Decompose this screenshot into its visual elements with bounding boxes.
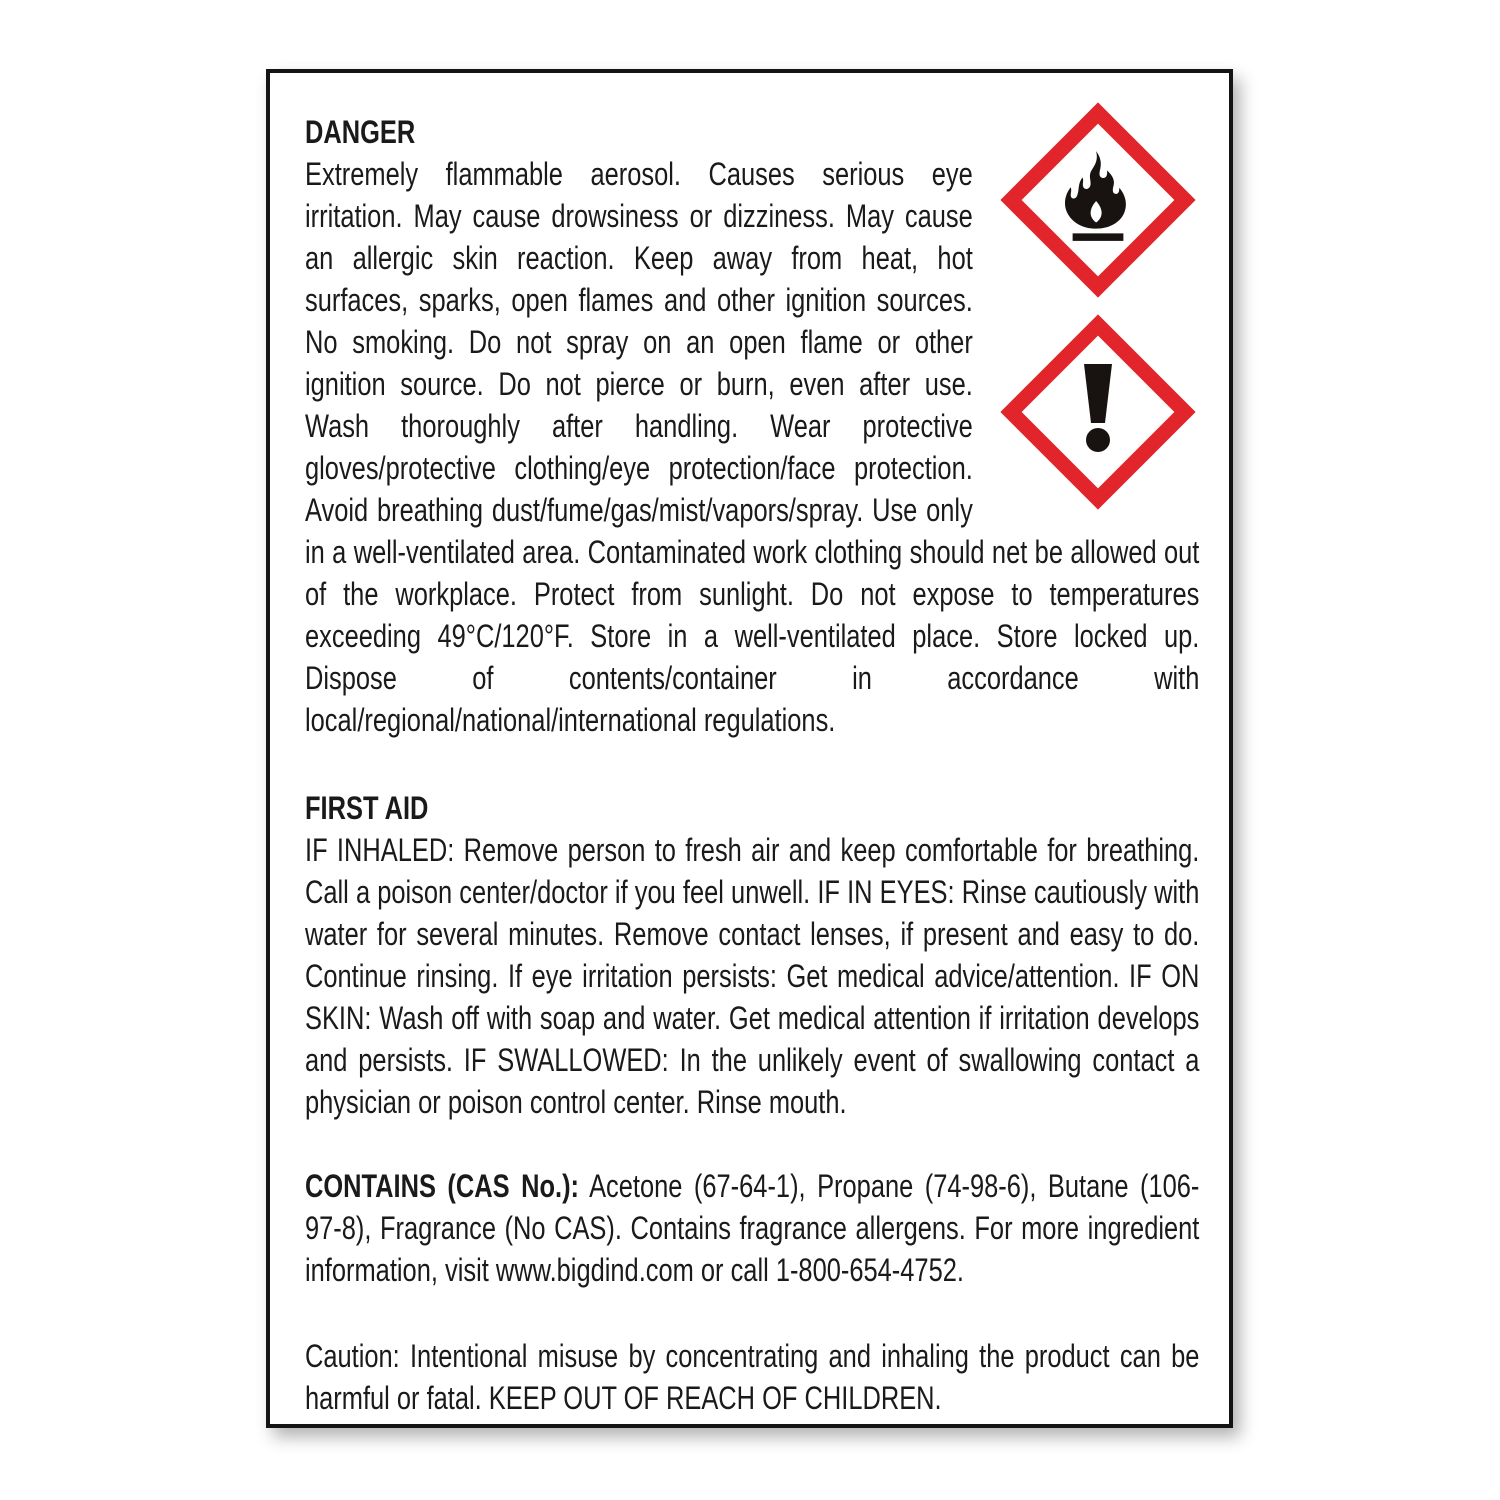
first-aid-heading: FIRST AID [305,790,429,826]
hazard-warning-label [266,69,1233,1428]
first-aid-body-text: IF INHALED: Remove person to fresh air and keep comfortable for breathing. Call a poison center/doctor if you feel unwell. IF IN EYES: Rinse cautiously with water for several minutes. Remove contact lenses, if present and easy to do. Continue rinsing. If eye irritation persists: Get medical advice/attention. IF ON SKIN: Wash off with soap and water. Get medical attention if irritation develops and persists. IF SWALLOWED: In the unlikely event of swallowing contact a physician or poison control center. Rinse mouth. [305,832,1200,1120]
danger-body-text: Extremely flammable aerosol. Causes serious eye irritation. May cause drowsiness or dizziness. May cause an allergic skin reaction. Keep away from heat, hot surfaces, sparks, open flames and other ignition sources. No smoking. Do not spray on an open flame or other ignition source. Do not pierce or burn, even after use. Wash thoroughly after handling. Wear protective gloves/protective clothing/eye protection/face protection. Avoid breathing dust/fume/gas/mist/vapors/spray. Use only in a well-ventilated area. Contaminated work clothing should net be allowed out of the workplace. Protect from sunlight. Do not expose to temperatures exceeding 49°C/120°F. Store in a well-ventilated place. Store locked up. Dispose of contents/container in accordance with local/regional/national/international regulations. [305,156,1200,738]
contains-paragraph [305,1165,1199,1291]
danger-heading: DANGER [305,114,416,150]
contains-body-text: Acetone (67-64-1), Propane (74-98-6), Butane (106-97-8), Fragrance (No CAS). Contains fragrance allergens. For more ingredient information, visit www.bigdind.com or call 1-800-654-4752. [305,1168,1200,1288]
contains-heading: CONTAINS (CAS No.): [305,1168,580,1204]
label-text-flow [305,111,1199,1419]
caution-paragraph: Caution: Intentional misuse by concentrating and inhaling the product can be harmful or fatal. KEEP OUT OF REACH OF CHILDREN. [305,1338,1200,1416]
pictogram-wrap-spacer [973,111,1200,531]
